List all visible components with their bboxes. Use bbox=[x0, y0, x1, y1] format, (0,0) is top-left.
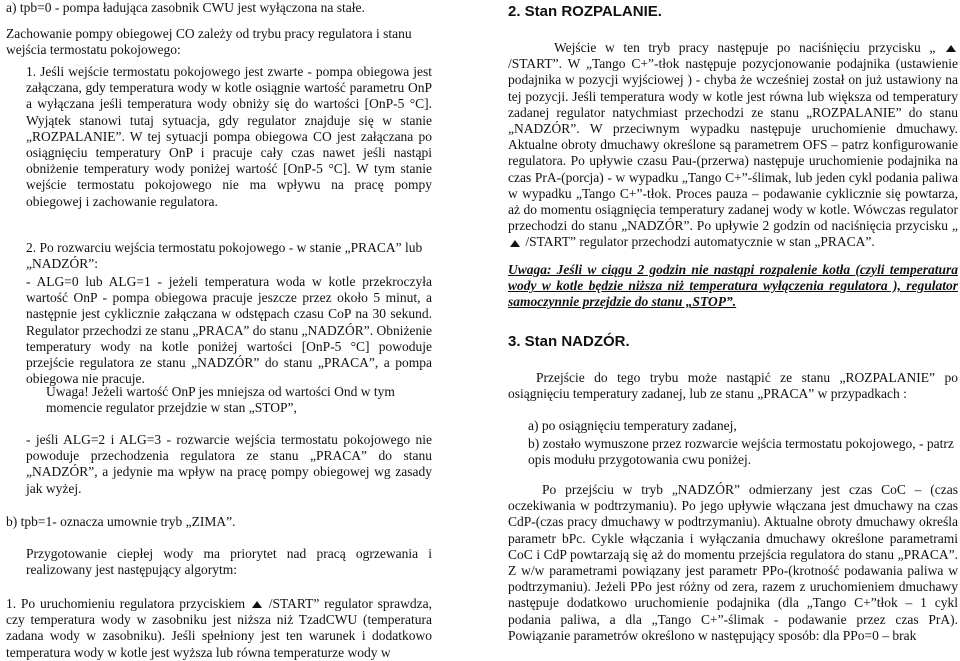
start-arrow-icon bbox=[252, 601, 262, 608]
uwaga-note: Uwaga! Jeżeli wartość OnP jes mniejsza od wartości Ond w tym momencie regulator przejdzie w stan „STOP”, bbox=[46, 384, 395, 416]
nadzor-intro: Przejście do tego trybu może nastąpić ze stanu „ROZPALANIE” po osiągnięciu temperatury zadanej, lub ze stanu „PRACA” w przypadkach : bbox=[508, 370, 958, 402]
nadzor-item-b: b) zostało wymuszone przez rozwarcie wejścia termostatu pokojowego, - patrz opis modułu przygotowania cwu poniżej. bbox=[528, 436, 954, 468]
alg-2-3-paragraph: - jeśli ALG=2 i ALG=3 - rozwarcie wejścia termostatu pokojowego nie powoduje przechodzenia regulatora ze stanu „PRACA” do stanu „NADZÓR”, a jedynie ma wpływ na pracę pompy obiegowej wg zasady jak wyżej. bbox=[26, 432, 432, 496]
nadzor-paragraph: Po przejściu w tryb „NADZÓR” odmierzany jest czas CoC – (czas oczekiwania w podtrzymaniu). Po jego upływie włączana jest dmuchawy na czas CdP-(czas pracy dmuchawy w podtrzymaniu). Aktualne obroty dmuchawy określa parametr bPc. Cykle włączania i wyłączania dmuchawy określone parametrami CoC i CdP powtarzają się aż do momentu przejścia regulatora do stanu „PRACA”. Z w/w parametrami powiązany jest parametr PPo-(krotność podawania paliwa w podtrzymaniu). Jeżeli PPo jest różny od zera, razem z uruchomieniem dmuchawy następuje dodatkowo uruchomienie podajnika (dla „Tango C+”tłok – 1 cykl podania paliwa, a dla „Tango C+”-ślimak - podawanie przez czas PrA). Powiązanie parametrów określono w następujący sposób: dla PPo=0 – brak bbox=[508, 482, 958, 643]
start-arrow-icon bbox=[946, 45, 956, 52]
point-2-heading: 2. Po rozwarciu wejścia termostatu pokojowego - w stanie „PRACA” lub „NADZÓR”: bbox=[26, 240, 423, 272]
cwu-point-1 bbox=[6, 596, 432, 661]
cwu-point-1-start: 1. Po uruchomieniu regulatora przyciskiem bbox=[6, 596, 246, 611]
section-b: b) tpb=1- oznacza umownie tryb „ZIMA”. bbox=[6, 514, 236, 529]
uwaga-rozpalanie: Uwaga: Jeśli w ciągu 2 godzin nie nastąpi rozpalenie kotła (czyli temperatura wody w kotle będzie niższa niż temperatura wyłączenia regulatora ), regulator samoczynnie przejdzie do stanu „STOP”. bbox=[508, 262, 958, 310]
rozpalanie-paragraph bbox=[508, 40, 958, 251]
rozpalanie-body: /START”. W „Tango C+”-tłok następuje pozycjonowanie podajnika (ustawienie podajnika w pozycji wyjściowej ) - chyba że wcześniej został on już ustawiony na tej pozycji. Jeśli temperatura wody w kotle jest równa lub większa od temperatury zadanej regulator natychmiast przechodzi ze stanu „ROZPALANIE” do stanu „NADZÓR”. W przeciwnym wypadku następuje uruchomienie dmuchawy. Aktualne obroty dmuchawy określone są parametrem OFS – patrz konfigurowanie regulatora. Po upływie czasu Pau-(przerwa) następuje uruchomienie podajnika na czas PrA-(porcja) - w wypadku „Tango C+”-ślimak, lub jeden cykl podania paliwa w wypadku „Tango C+”-tłok. Proces pauza – podawanie cyklicznie się powtarza, aż do momentu osiągnięcia temperatury zadanej wody w kotle. Wówczas regulator przechodzi do stanu „NADZÓR”. Po upływie 2 godzin od naciśnięcia przycisku „ bbox=[508, 56, 958, 234]
rozpalanie-end: /START” regulator przechodzi automatycznie w stan „PRACA”. bbox=[525, 234, 875, 250]
rozpalanie-start: Wejście w ten tryb pracy następuje po naciśnięciu przycisku „ bbox=[554, 40, 936, 55]
point-1-paragraph: 1. Jeśli wejście termostatu pokojowego jest zwarte - pompa obiegowa jest załączana, gdy temperatura wody w kotle osiągnie wartość parametru OnP a wyłączana jeśli temperatura wody obniży się do wartości [OnP-5 °C]. Wyjątek stanowi tutaj sytuacja, gdy regulator znajduje się w stanie „ROZPALANIE”. W tej sytuacji pompa obiegowa CO jest załączana po osiągnięciu temperatury OnP i pracuje cały czas nawet jeśli nastąpi obniżenie temperatury wody poniżej wartość [OnP-5 °C]. W tym stanie wejście termostatu pokojowego nie ma wpływu na pracę pompy obiegowej i zachowanie regulatora. bbox=[26, 64, 432, 209]
heading-rozpalanie: 2. Stan ROZPALANIE. bbox=[508, 3, 662, 20]
section-a: a) tpb=0 - pompa ładująca zasobnik CWU jest wyłączona na stałe. bbox=[6, 0, 365, 15]
alg-0-1-paragraph: - ALG=0 lub ALG=1 - jeżeli temperatura woda w kotle przekroczyła wartość OnP - pompa obiegowa pracuje jeszcze przez około 5 minut, a następnie jest cyklicznie załączana w odstępach czasu CoP na 30 sekund. Regulator przechodzi ze stanu „PRACA” do stanu „NADZÓR”. Obniżenie temperatury wody na kotle poniżej wartości [OnP-5 °C] powoduje przejście regulatora ze stanu „NADZÓR” do stanu „PRACA”, a pompa obiegowa nie pracuje. bbox=[26, 274, 433, 387]
nadzor-item-a: a) po osiągnięciu temperatury zadanej, bbox=[528, 418, 737, 433]
heading-nadzor: 3. Stan NADZÓR. bbox=[508, 333, 630, 350]
priority-paragraph: Przygotowanie ciepłej wody ma priorytet nad pracą ogrzewania i realizowany jest następujący algorytm: bbox=[26, 546, 432, 578]
intro-paragraph: Zachowanie pompy obiegowej CO zależy od trybu pracy regulatora i stanu wejścia termostatu pokojowego: bbox=[6, 26, 412, 58]
start-arrow-icon bbox=[510, 240, 520, 247]
cwu-point-1-rest: /START” regulator sprawdza, czy temperatura wody w zasobniku jest niższa niż TzadCWU (temperatura zadana wody w zasobniku). Jeśli spełniony jest ten warunek i dodatkowo temperatura wody w kotle jest wyższa lub równa temperaturze wody w bbox=[6, 596, 432, 660]
